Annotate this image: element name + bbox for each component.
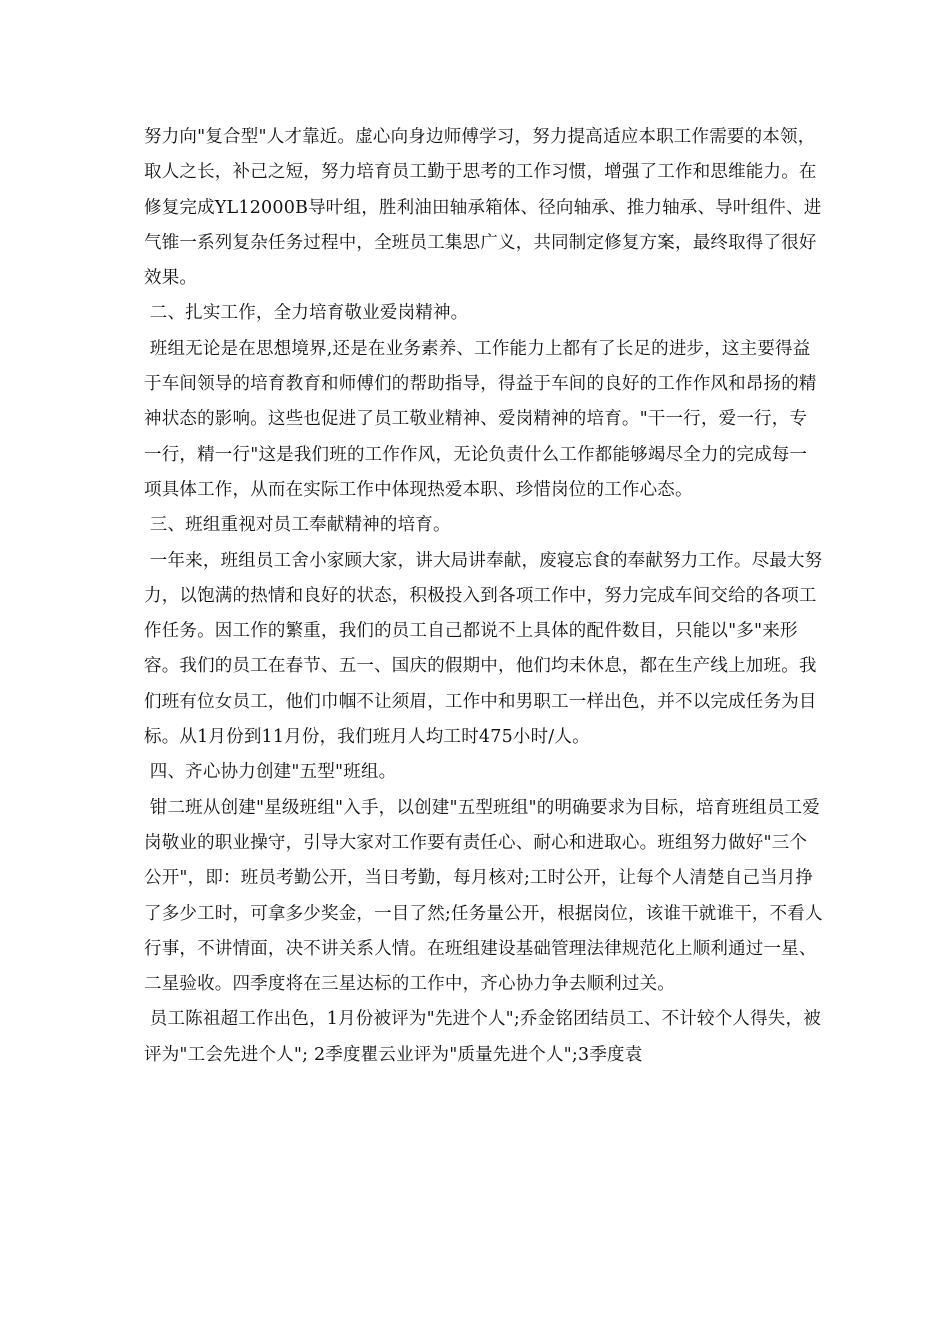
paragraph-section-2: 班组无论是在思想境界,还是在业务素养、工作能力上都有了长足的进步，这主要得益于车间领导的培育教育和师傅们的帮助指导，得益于车间的良好的工作作风和昂扬的精神状态的影响。这些也促进了员工敬业精神、爱岗精神的培育。"干一行，爱一行，专一行，精一行"这是我们班的工作作风，无论负责什么工作都能够竭尽全力的完成每一项具体工作，从而在实际工作中体现热爱本职、珍惜岗位的工作心态。: [144, 338, 817, 500]
section-heading-3: 三、班组重视对员工奉献精神的培育。: [144, 515, 451, 536]
paragraph-section-4: 钳二班从创建"星级班组"入手，以创建"五型班组"的明确要求为目标，培育班组员工爱岗敬业的职业操守，引导大家对工作要有责任心、耐心和进取心。班组努力做好"三个公开"，即：班员考勤公开，当日考勤，每月核对;工时公开，让每个人清楚自己当月挣了多少工时，可拿多少奖金，一目了然;任务量公开，根据岗位，该谁干就谁干，不看人行事，不讲情面，决不讲关系人情。在班组建设基础管理法律规范化上顺利通过一星、二星验收。四季度将在三星达标的工作中，齐心协力争去顺利过关。: [144, 797, 823, 995]
section-heading-4: 四、齐心协力创建"五型"班组。: [144, 762, 397, 783]
paragraph-intro: 努力向"复合型"人才靠近。虚心向身边师傅学习，努力提高适应本职工作需要的本领，取人之长，补己之短，努力培育员工勤于思考的工作习惯，增强了工作和思维能力。在修复完成YL12000B导叶组，胜利油田轴承箱体、径向轴承、推力轴承、导叶组件、进气锥一系列复杂任务过程中，全班员工集思广义，共同制定修复方案，最终取得了很好效果。: [144, 127, 822, 289]
document-body: [144, 120, 824, 1073]
section-heading-2: 二、扎实工作，全力培育敬业爱岗精神。: [144, 303, 469, 324]
paragraph-section-3: 一年来，班组员工舍小家顾大家，讲大局讲奉献，废寝忘食的奉献努力工作。尽最大努力，以饱满的热情和良好的状态，积极投入到各项工作中，努力完成车间交给的各项工作任务。因工作的繁重，我们的员工自己都说不上具体的配件数目，只能以"多"来形容。我们的员工在春节、五一、国庆的假期中，他们均未休息，都在生产线上加班。我们班有位女员工，他们巾帼不让须眉，工作中和男职工一样出色，并不以完成任务为目标。从1月份到11月份，我们班月人均工时475小时/人。: [144, 550, 823, 748]
paragraph-awards: 员工陈祖超工作出色，1月份被评为"先进个人";乔金铭团结员工、不计较个人得失，被评为"工会先进个人"; 2季度瞿云业评为"质量先进个人";3季度袁: [144, 1009, 821, 1065]
